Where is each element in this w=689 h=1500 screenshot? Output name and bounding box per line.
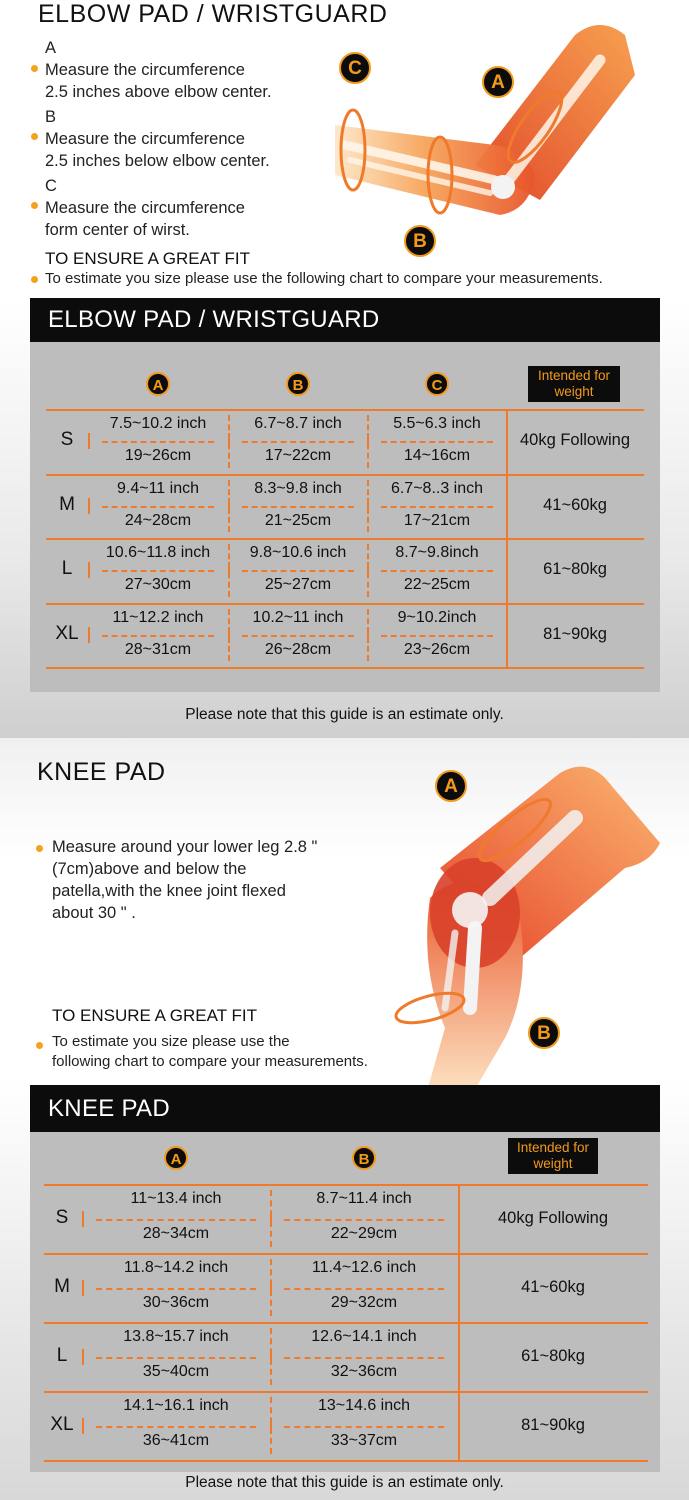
- fit-note: To estimate you size please use the following chart to compare your measurements.: [52, 1033, 368, 1070]
- cell-cm: 28~31cm: [124, 640, 192, 658]
- cell-divider: [96, 1357, 256, 1359]
- knee-section: [0, 738, 689, 1500]
- cell-cm: 36~41cm: [142, 1431, 210, 1449]
- cell-inch: 13.8~15.7 inch: [123, 1328, 229, 1345]
- row-separator: [46, 667, 644, 669]
- weight-cell: 61~80kg: [521, 1346, 585, 1365]
- cell-divider: [96, 1288, 256, 1290]
- column-badge-b: B: [286, 372, 310, 396]
- column-divider: [270, 1190, 272, 1247]
- elbow-section-title: ELBOW PAD / WRISTGUARD: [38, 0, 388, 28]
- cell-divider: [381, 506, 493, 508]
- cell-cm: 28~34cm: [142, 1224, 210, 1242]
- instruction-text-a: Measure the circumference 2.5 inches above elbow center.: [45, 61, 272, 101]
- elbow-footnote: Please note that this guide is an estimate only.: [185, 706, 504, 723]
- cell-inch: 14.1~16.1 inch: [123, 1397, 229, 1414]
- illustration-badge-b: B: [404, 225, 436, 257]
- instruction-letter-a: A: [45, 39, 57, 57]
- row-separator: [44, 1184, 648, 1186]
- weight-cell: 81~90kg: [521, 1415, 585, 1434]
- cell-tick: [82, 1211, 84, 1227]
- instruction-text-b: Measure the circumference 2.5 inches below elbow center.: [45, 130, 270, 170]
- column-divider: [367, 415, 369, 468]
- cell-cm: 23~26cm: [403, 640, 471, 658]
- row-separator: [44, 1322, 648, 1324]
- size-label-l: L: [61, 558, 73, 580]
- cell-inch: 8.3~9.8 inch: [254, 479, 342, 497]
- column-badge-c: C: [425, 372, 449, 396]
- cell-tick: [82, 1280, 84, 1296]
- column-divider: [270, 1328, 272, 1385]
- fit-note: To estimate you size please use the following chart to compare your measurements.: [45, 270, 603, 287]
- column-divider: [367, 480, 369, 533]
- fit-title: TO ENSURE A GREAT FIT: [52, 1006, 257, 1025]
- weight-cell: 40kg Following: [519, 431, 631, 450]
- size-label-xl: XL: [50, 1413, 74, 1435]
- size-label-m: M: [59, 493, 75, 515]
- cell-divider: [284, 1219, 444, 1221]
- cell-cm: 22~29cm: [330, 1224, 398, 1242]
- column-header-b: [228, 372, 368, 396]
- instruction-letter-b: B: [45, 108, 57, 126]
- size-label-s: S: [60, 429, 74, 451]
- cell-cm: 22~25cm: [403, 576, 471, 594]
- illustration-badge-a: A: [435, 770, 467, 802]
- cell-inch: 6.7~8..3 inch: [390, 479, 484, 497]
- illustration-badge-c: C: [339, 52, 371, 84]
- cell-inch: 13~14.6 inch: [317, 1397, 411, 1414]
- cell-divider: [284, 1357, 444, 1359]
- weight-cell: 41~60kg: [543, 495, 607, 514]
- elbow-size-table: [30, 342, 660, 692]
- size-label-xl: XL: [55, 622, 79, 644]
- cell-tick: [82, 1349, 84, 1365]
- cell-cm: 27~30cm: [124, 576, 192, 594]
- knee-section-title: KNEE PAD: [37, 758, 166, 786]
- cell-cm: 21~25cm: [264, 511, 332, 529]
- weight-cell: 40kg Following: [497, 1208, 609, 1227]
- row-separator: [44, 1391, 648, 1393]
- cell-divider: [96, 1219, 256, 1221]
- cell-inch: 10.2~11 inch: [252, 608, 344, 626]
- bullet-dot: [31, 276, 38, 283]
- cell-cm: 14~16cm: [403, 447, 471, 465]
- column-header-a: [82, 1146, 270, 1170]
- cell-divider: [96, 1426, 256, 1428]
- cell-cm: 24~28cm: [124, 511, 192, 529]
- cell-tick: [88, 562, 90, 578]
- cell-inch: 11~12.2 inch: [112, 608, 204, 626]
- knee-footnote: Please note that this guide is an estimate only.: [185, 1474, 504, 1491]
- fit-title: TO ENSURE A GREAT FIT: [45, 249, 250, 268]
- cell-inch: 10.6~11.8 inch: [105, 544, 211, 561]
- column-divider: [228, 544, 230, 597]
- bullet-dot: [31, 202, 38, 209]
- cell-inch: 9~10.2inch: [397, 608, 477, 626]
- cell-divider: [102, 570, 214, 572]
- cell-tick: [82, 1418, 84, 1434]
- cell-cm: 25~27cm: [264, 576, 332, 594]
- cell-inch: 11.4~12.6 inch: [311, 1259, 417, 1276]
- weight-cell: 61~80kg: [543, 560, 607, 579]
- elbow-table-header: ELBOW PAD / WRISTGUARD: [30, 298, 660, 342]
- column-badge-a: A: [164, 1146, 188, 1170]
- column-header-c: [367, 372, 507, 396]
- column-header-a: [88, 372, 228, 396]
- instruction-letter-c: C: [45, 177, 57, 195]
- weight-column-header: Intended for weight: [508, 1138, 598, 1174]
- cell-divider: [381, 570, 493, 572]
- elbow-section: [0, 0, 689, 738]
- cell-cm: 17~21cm: [403, 511, 471, 529]
- cell-inch: 11~13.4 inch: [130, 1190, 222, 1207]
- cell-cm: 30~36cm: [142, 1293, 210, 1311]
- knee-size-table: [30, 1132, 660, 1472]
- weight-cell: 41~60kg: [521, 1277, 585, 1296]
- weight-column-header: Intended for weight: [528, 366, 620, 402]
- cell-divider: [102, 635, 214, 637]
- cell-divider: [284, 1288, 444, 1290]
- cell-cm: 35~40cm: [142, 1362, 210, 1380]
- cell-divider: [381, 441, 493, 443]
- knee-table-header: KNEE PAD: [30, 1085, 660, 1132]
- cell-inch: 5.5~6.3 inch: [393, 415, 481, 432]
- cell-divider: [102, 441, 214, 443]
- column-header-b: [270, 1146, 458, 1170]
- cell-inch: 11.8~14.2 inch: [123, 1259, 229, 1276]
- cell-divider: [242, 506, 354, 508]
- elbow-arm-illustration: [325, 15, 665, 260]
- cell-tick: [88, 433, 90, 449]
- bullet-dot: [36, 845, 43, 852]
- column-divider: [367, 609, 369, 662]
- cell-cm: 32~36cm: [330, 1362, 398, 1380]
- bullet-dot: [31, 65, 38, 72]
- cell-tick: [88, 498, 90, 514]
- column-divider: [270, 1259, 272, 1316]
- bullet-dot: [36, 1042, 43, 1049]
- weight-cell: 81~90kg: [543, 624, 607, 643]
- column-badge-a: A: [146, 372, 170, 396]
- illustration-badge-a: A: [482, 66, 514, 98]
- column-divider: [228, 609, 230, 662]
- instruction-text-c: Measure the circumference form center of wirst.: [45, 199, 245, 239]
- column-badge-b: B: [352, 1146, 376, 1170]
- cell-inch: 7.5~10.2 inch: [109, 415, 207, 432]
- cell-divider: [242, 441, 354, 443]
- size-label-s: S: [55, 1206, 69, 1228]
- row-separator: [46, 603, 644, 605]
- cell-inch: 8.7~9.8inch: [395, 544, 479, 561]
- cell-divider: [284, 1426, 444, 1428]
- row-separator: [44, 1253, 648, 1255]
- cell-cm: 17~22cm: [264, 447, 332, 465]
- cell-divider: [102, 506, 214, 508]
- cell-tick: [88, 627, 90, 643]
- row-separator: [44, 1460, 648, 1462]
- cell-divider: [242, 570, 354, 572]
- size-label-m: M: [54, 1275, 70, 1297]
- column-divider: [228, 480, 230, 533]
- row-separator: [46, 538, 644, 540]
- elbow-instruction-b: [45, 106, 335, 172]
- column-divider: [228, 415, 230, 468]
- cell-cm: 33~37cm: [330, 1431, 398, 1449]
- size-label-l: L: [56, 1344, 68, 1366]
- cell-inch: 9.4~11 inch: [117, 479, 199, 497]
- cell-inch: 6.7~8.7 inch: [254, 415, 342, 432]
- elbow-instruction-a: [45, 37, 335, 103]
- cell-cm: 29~32cm: [330, 1293, 398, 1311]
- cell-divider: [381, 635, 493, 637]
- column-divider: [367, 544, 369, 597]
- cell-inch: 8.7~11.4 inch: [316, 1190, 412, 1207]
- cell-inch: 12.6~14.1 inch: [311, 1328, 417, 1345]
- row-separator: [46, 474, 644, 476]
- cell-inch: 9.8~10.6 inch: [249, 544, 347, 561]
- cell-divider: [242, 635, 354, 637]
- column-divider: [270, 1397, 272, 1454]
- illustration-badge-b: B: [528, 1017, 560, 1049]
- cell-cm: 26~28cm: [264, 640, 332, 658]
- knee-instruction: Measure around your lower leg 2.8 " (7cm)above and below the patella,with the knee joint flexed about 30 " .: [52, 838, 318, 922]
- elbow-instruction-c: [45, 175, 335, 241]
- cell-cm: 19~26cm: [124, 447, 192, 465]
- row-separator: [46, 409, 644, 411]
- bullet-dot: [31, 133, 38, 140]
